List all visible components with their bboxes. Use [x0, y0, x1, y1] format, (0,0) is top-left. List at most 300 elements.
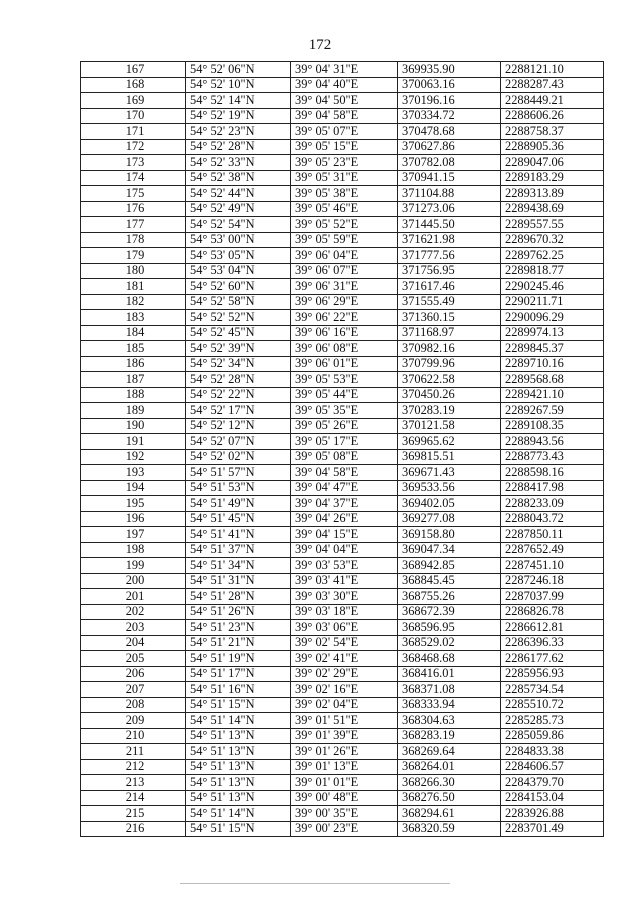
point-number-cell: 195 — [81, 496, 186, 512]
latitude-cell: 54° 51' 57"N — [186, 465, 291, 481]
y-coordinate-cell: 2288043.72 — [501, 511, 604, 527]
longitude-cell: 39° 01' 51"E — [291, 713, 398, 729]
point-number-cell: 190 — [81, 418, 186, 434]
y-coordinate-cell: 2288121.10 — [501, 62, 604, 78]
longitude-cell: 39° 04' 50"E — [291, 93, 398, 109]
point-number-cell: 183 — [81, 310, 186, 326]
table-row — [81, 635, 604, 651]
x-coordinate-cell: 368320.59 — [398, 821, 501, 837]
point-number-cell: 181 — [81, 279, 186, 295]
latitude-cell: 54° 52' 33"N — [186, 155, 291, 171]
x-coordinate-cell: 368276.50 — [398, 790, 501, 806]
x-coordinate-cell: 368596.95 — [398, 620, 501, 636]
table-row — [81, 620, 604, 636]
x-coordinate-cell: 370450.26 — [398, 387, 501, 403]
point-number-cell: 180 — [81, 263, 186, 279]
y-coordinate-cell: 2290096.29 — [501, 310, 604, 326]
longitude-cell: 39° 05' 53"E — [291, 372, 398, 388]
longitude-cell: 39° 01' 39"E — [291, 728, 398, 744]
longitude-cell: 39° 06' 01"E — [291, 356, 398, 372]
latitude-cell: 54° 51' 13"N — [186, 728, 291, 744]
longitude-cell: 39° 04' 40"E — [291, 77, 398, 93]
longitude-cell: 39° 06' 16"E — [291, 325, 398, 341]
table-row — [81, 449, 604, 465]
longitude-cell: 39° 04' 31"E — [291, 62, 398, 78]
point-number-cell: 172 — [81, 139, 186, 155]
table-row — [81, 341, 604, 357]
longitude-cell: 39° 03' 41"E — [291, 573, 398, 589]
latitude-cell: 54° 51' 31"N — [186, 573, 291, 589]
point-number-cell: 213 — [81, 775, 186, 791]
y-coordinate-cell: 2289183.29 — [501, 170, 604, 186]
table-row — [81, 573, 604, 589]
x-coordinate-cell: 368942.85 — [398, 558, 501, 574]
latitude-cell: 54° 51' 15"N — [186, 821, 291, 837]
x-coordinate-cell: 369965.62 — [398, 434, 501, 450]
longitude-cell: 39° 05' 26"E — [291, 418, 398, 434]
point-number-cell: 182 — [81, 294, 186, 310]
point-number-cell: 196 — [81, 511, 186, 527]
y-coordinate-cell: 2283926.88 — [501, 806, 604, 822]
table-row — [81, 387, 604, 403]
x-coordinate-cell: 369671.43 — [398, 465, 501, 481]
table-row — [81, 651, 604, 667]
y-coordinate-cell: 2286826.78 — [501, 604, 604, 620]
point-number-cell: 170 — [81, 108, 186, 124]
x-coordinate-cell: 371104.88 — [398, 186, 501, 202]
latitude-cell: 54° 51' 37"N — [186, 542, 291, 558]
point-number-cell: 203 — [81, 620, 186, 636]
y-coordinate-cell: 2288943.56 — [501, 434, 604, 450]
point-number-cell: 179 — [81, 248, 186, 264]
longitude-cell: 39° 02' 54"E — [291, 635, 398, 651]
longitude-cell: 39° 04' 58"E — [291, 465, 398, 481]
latitude-cell: 54° 51' 13"N — [186, 744, 291, 760]
y-coordinate-cell: 2287652.49 — [501, 542, 604, 558]
table-row — [81, 217, 604, 233]
table-row — [81, 589, 604, 605]
point-number-cell: 186 — [81, 356, 186, 372]
x-coordinate-cell: 368333.94 — [398, 697, 501, 713]
x-coordinate-cell: 371621.98 — [398, 232, 501, 248]
longitude-cell: 39° 04' 37"E — [291, 496, 398, 512]
table-row — [81, 713, 604, 729]
x-coordinate-cell: 370782.08 — [398, 155, 501, 171]
x-coordinate-cell: 368269.64 — [398, 744, 501, 760]
x-coordinate-cell: 368371.08 — [398, 682, 501, 698]
x-coordinate-cell: 370283.19 — [398, 403, 501, 419]
latitude-cell: 54° 52' 07"N — [186, 434, 291, 450]
point-number-cell: 174 — [81, 170, 186, 186]
point-number-cell: 201 — [81, 589, 186, 605]
longitude-cell: 39° 05' 17"E — [291, 434, 398, 450]
latitude-cell: 54° 53' 04"N — [186, 263, 291, 279]
longitude-cell: 39° 05' 31"E — [291, 170, 398, 186]
point-number-cell: 185 — [81, 341, 186, 357]
latitude-cell: 54° 52' 49"N — [186, 201, 291, 217]
latitude-cell: 54° 51' 41"N — [186, 527, 291, 543]
latitude-cell: 54° 51' 53"N — [186, 480, 291, 496]
longitude-cell: 39° 01' 26"E — [291, 744, 398, 760]
x-coordinate-cell: 371360.15 — [398, 310, 501, 326]
latitude-cell: 54° 52' 38"N — [186, 170, 291, 186]
point-number-cell: 168 — [81, 77, 186, 93]
latitude-cell: 54° 52' 19"N — [186, 108, 291, 124]
point-number-cell: 205 — [81, 651, 186, 667]
longitude-cell: 39° 03' 06"E — [291, 620, 398, 636]
latitude-cell: 54° 53' 00"N — [186, 232, 291, 248]
latitude-cell: 54° 52' 58"N — [186, 294, 291, 310]
y-coordinate-cell: 2287451.10 — [501, 558, 604, 574]
y-coordinate-cell: 2288287.43 — [501, 77, 604, 93]
x-coordinate-cell: 369533.56 — [398, 480, 501, 496]
x-coordinate-cell: 368468.68 — [398, 651, 501, 667]
table-row — [81, 418, 604, 434]
x-coordinate-cell: 368845.45 — [398, 573, 501, 589]
table-row — [81, 325, 604, 341]
longitude-cell: 39° 00' 48"E — [291, 790, 398, 806]
y-coordinate-cell: 2285956.93 — [501, 666, 604, 682]
latitude-cell: 54° 52' 44"N — [186, 186, 291, 202]
point-number-cell: 188 — [81, 387, 186, 403]
y-coordinate-cell: 2289762.25 — [501, 248, 604, 264]
longitude-cell: 39° 05' 46"E — [291, 201, 398, 217]
latitude-cell: 54° 52' 34"N — [186, 356, 291, 372]
table-row — [81, 201, 604, 217]
point-number-cell: 187 — [81, 372, 186, 388]
latitude-cell: 54° 52' 02"N — [186, 449, 291, 465]
table-row — [81, 790, 604, 806]
table-row — [81, 124, 604, 140]
y-coordinate-cell: 2286612.81 — [501, 620, 604, 636]
longitude-cell: 39° 05' 38"E — [291, 186, 398, 202]
latitude-cell: 54° 52' 17"N — [186, 403, 291, 419]
point-number-cell: 211 — [81, 744, 186, 760]
x-coordinate-cell: 371445.50 — [398, 217, 501, 233]
table-row — [81, 759, 604, 775]
latitude-cell: 54° 52' 60"N — [186, 279, 291, 295]
y-coordinate-cell: 2289421.10 — [501, 387, 604, 403]
y-coordinate-cell: 2284153.04 — [501, 790, 604, 806]
longitude-cell: 39° 00' 35"E — [291, 806, 398, 822]
point-number-cell: 199 — [81, 558, 186, 574]
longitude-cell: 39° 05' 35"E — [291, 403, 398, 419]
longitude-cell: 39° 02' 04"E — [291, 697, 398, 713]
x-coordinate-cell: 371168.97 — [398, 325, 501, 341]
x-coordinate-cell: 370196.16 — [398, 93, 501, 109]
x-coordinate-cell: 370478.68 — [398, 124, 501, 140]
y-coordinate-cell: 2285510.72 — [501, 697, 604, 713]
y-coordinate-cell: 2287850.11 — [501, 527, 604, 543]
table-row — [81, 775, 604, 791]
y-coordinate-cell: 2289710.16 — [501, 356, 604, 372]
table-row — [81, 682, 604, 698]
x-coordinate-cell: 369047.34 — [398, 542, 501, 558]
latitude-cell: 54° 51' 14"N — [186, 713, 291, 729]
point-number-cell: 177 — [81, 217, 186, 233]
longitude-cell: 39° 06' 07"E — [291, 263, 398, 279]
point-number-cell: 208 — [81, 697, 186, 713]
x-coordinate-cell: 370627.86 — [398, 139, 501, 155]
x-coordinate-cell: 371617.46 — [398, 279, 501, 295]
y-coordinate-cell: 2286396.33 — [501, 635, 604, 651]
point-number-cell: 167 — [81, 62, 186, 78]
y-coordinate-cell: 2288233.09 — [501, 496, 604, 512]
x-coordinate-cell: 369402.05 — [398, 496, 501, 512]
latitude-cell: 54° 52' 23"N — [186, 124, 291, 140]
point-number-cell: 194 — [81, 480, 186, 496]
point-number-cell: 192 — [81, 449, 186, 465]
bottom-divider — [180, 883, 450, 884]
y-coordinate-cell: 2289670.32 — [501, 232, 604, 248]
point-number-cell: 193 — [81, 465, 186, 481]
x-coordinate-cell: 371756.95 — [398, 263, 501, 279]
coordinates-table — [80, 61, 604, 837]
longitude-cell: 39° 04' 15"E — [291, 527, 398, 543]
point-number-cell: 169 — [81, 93, 186, 109]
y-coordinate-cell: 2289974.13 — [501, 325, 604, 341]
point-number-cell: 184 — [81, 325, 186, 341]
y-coordinate-cell: 2285059.86 — [501, 728, 604, 744]
latitude-cell: 54° 52' 28"N — [186, 372, 291, 388]
latitude-cell: 54° 52' 12"N — [186, 418, 291, 434]
latitude-cell: 54° 51' 23"N — [186, 620, 291, 636]
table-row — [81, 186, 604, 202]
point-number-cell: 178 — [81, 232, 186, 248]
latitude-cell: 54° 53' 05"N — [186, 248, 291, 264]
coordinates-table-body — [81, 62, 604, 837]
longitude-cell: 39° 03' 30"E — [291, 589, 398, 605]
y-coordinate-cell: 2288606.26 — [501, 108, 604, 124]
table-row — [81, 170, 604, 186]
y-coordinate-cell: 2289845.37 — [501, 341, 604, 357]
x-coordinate-cell: 369935.90 — [398, 62, 501, 78]
longitude-cell: 39° 05' 59"E — [291, 232, 398, 248]
table-row — [81, 248, 604, 264]
latitude-cell: 54° 51' 49"N — [186, 496, 291, 512]
table-row — [81, 666, 604, 682]
latitude-cell: 54° 52' 10"N — [186, 77, 291, 93]
latitude-cell: 54° 52' 22"N — [186, 387, 291, 403]
latitude-cell: 54° 51' 14"N — [186, 806, 291, 822]
y-coordinate-cell: 2289108.35 — [501, 418, 604, 434]
longitude-cell: 39° 00' 23"E — [291, 821, 398, 837]
point-number-cell: 209 — [81, 713, 186, 729]
latitude-cell: 54° 51' 13"N — [186, 759, 291, 775]
y-coordinate-cell: 2289557.55 — [501, 217, 604, 233]
x-coordinate-cell: 370799.96 — [398, 356, 501, 372]
longitude-cell: 39° 06' 04"E — [291, 248, 398, 264]
table-row — [81, 62, 604, 78]
point-number-cell: 202 — [81, 604, 186, 620]
point-number-cell: 191 — [81, 434, 186, 450]
x-coordinate-cell: 368672.39 — [398, 604, 501, 620]
latitude-cell: 54° 52' 52"N — [186, 310, 291, 326]
y-coordinate-cell: 2288449.21 — [501, 93, 604, 109]
point-number-cell: 175 — [81, 186, 186, 202]
longitude-cell: 39° 02' 16"E — [291, 682, 398, 698]
y-coordinate-cell: 2288598.16 — [501, 465, 604, 481]
y-coordinate-cell: 2286177.62 — [501, 651, 604, 667]
point-number-cell: 200 — [81, 573, 186, 589]
y-coordinate-cell: 2284833.38 — [501, 744, 604, 760]
table-row — [81, 310, 604, 326]
longitude-cell: 39° 05' 52"E — [291, 217, 398, 233]
y-coordinate-cell: 2289568.68 — [501, 372, 604, 388]
table-row — [81, 108, 604, 124]
latitude-cell: 54° 52' 28"N — [186, 139, 291, 155]
longitude-cell: 39° 01' 01"E — [291, 775, 398, 791]
table-row — [81, 93, 604, 109]
latitude-cell: 54° 52' 45"N — [186, 325, 291, 341]
longitude-cell: 39° 06' 22"E — [291, 310, 398, 326]
y-coordinate-cell: 2285285.73 — [501, 713, 604, 729]
table-row — [81, 697, 604, 713]
x-coordinate-cell: 370334.72 — [398, 108, 501, 124]
table-row — [81, 403, 604, 419]
latitude-cell: 54° 51' 13"N — [186, 775, 291, 791]
table-row — [81, 372, 604, 388]
latitude-cell: 54° 51' 16"N — [186, 682, 291, 698]
point-number-cell: 197 — [81, 527, 186, 543]
point-number-cell: 198 — [81, 542, 186, 558]
longitude-cell: 39° 06' 31"E — [291, 279, 398, 295]
longitude-cell: 39° 01' 13"E — [291, 759, 398, 775]
longitude-cell: 39° 04' 26"E — [291, 511, 398, 527]
longitude-cell: 39° 05' 08"E — [291, 449, 398, 465]
x-coordinate-cell: 368283.19 — [398, 728, 501, 744]
point-number-cell: 204 — [81, 635, 186, 651]
latitude-cell: 54° 51' 13"N — [186, 790, 291, 806]
table-row — [81, 77, 604, 93]
table-row — [81, 728, 604, 744]
point-number-cell: 189 — [81, 403, 186, 419]
point-number-cell: 206 — [81, 666, 186, 682]
y-coordinate-cell: 2289438.69 — [501, 201, 604, 217]
longitude-cell: 39° 03' 18"E — [291, 604, 398, 620]
x-coordinate-cell: 368294.61 — [398, 806, 501, 822]
y-coordinate-cell: 2284606.57 — [501, 759, 604, 775]
table-row — [81, 604, 604, 620]
point-number-cell: 215 — [81, 806, 186, 822]
table-row — [81, 294, 604, 310]
point-number-cell: 212 — [81, 759, 186, 775]
x-coordinate-cell: 369158.80 — [398, 527, 501, 543]
longitude-cell: 39° 03' 53"E — [291, 558, 398, 574]
latitude-cell: 54° 52' 54"N — [186, 217, 291, 233]
table-row — [81, 744, 604, 760]
longitude-cell: 39° 02' 41"E — [291, 651, 398, 667]
latitude-cell: 54° 51' 21"N — [186, 635, 291, 651]
y-coordinate-cell: 2289818.77 — [501, 263, 604, 279]
x-coordinate-cell: 370063.16 — [398, 77, 501, 93]
x-coordinate-cell: 368304.63 — [398, 713, 501, 729]
table-row — [81, 279, 604, 295]
table-row — [81, 155, 604, 171]
x-coordinate-cell: 368755.26 — [398, 589, 501, 605]
table-row — [81, 480, 604, 496]
table-row — [81, 263, 604, 279]
table-row — [81, 806, 604, 822]
x-coordinate-cell: 370121.58 — [398, 418, 501, 434]
point-number-cell: 176 — [81, 201, 186, 217]
longitude-cell: 39° 04' 04"E — [291, 542, 398, 558]
table-row — [81, 542, 604, 558]
table-row — [81, 821, 604, 837]
latitude-cell: 54° 51' 26"N — [186, 604, 291, 620]
point-number-cell: 207 — [81, 682, 186, 698]
x-coordinate-cell: 369815.51 — [398, 449, 501, 465]
table-row — [81, 356, 604, 372]
latitude-cell: 54° 52' 06"N — [186, 62, 291, 78]
longitude-cell: 39° 04' 47"E — [291, 480, 398, 496]
longitude-cell: 39° 05' 23"E — [291, 155, 398, 171]
y-coordinate-cell: 2287037.99 — [501, 589, 604, 605]
y-coordinate-cell: 2288417.98 — [501, 480, 604, 496]
longitude-cell: 39° 04' 58"E — [291, 108, 398, 124]
longitude-cell: 39° 05' 44"E — [291, 387, 398, 403]
latitude-cell: 54° 51' 45"N — [186, 511, 291, 527]
latitude-cell: 54° 51' 19"N — [186, 651, 291, 667]
point-number-cell: 171 — [81, 124, 186, 140]
x-coordinate-cell: 371555.49 — [398, 294, 501, 310]
longitude-cell: 39° 06' 08"E — [291, 341, 398, 357]
point-number-cell: 210 — [81, 728, 186, 744]
longitude-cell: 39° 05' 07"E — [291, 124, 398, 140]
latitude-cell: 54° 51' 34"N — [186, 558, 291, 574]
longitude-cell: 39° 02' 29"E — [291, 666, 398, 682]
latitude-cell: 54° 52' 39"N — [186, 341, 291, 357]
x-coordinate-cell: 370941.15 — [398, 170, 501, 186]
x-coordinate-cell: 368529.02 — [398, 635, 501, 651]
table-row — [81, 496, 604, 512]
x-coordinate-cell: 371273.06 — [398, 201, 501, 217]
latitude-cell: 54° 51' 17"N — [186, 666, 291, 682]
y-coordinate-cell: 2283701.49 — [501, 821, 604, 837]
x-coordinate-cell: 370982.16 — [398, 341, 501, 357]
x-coordinate-cell: 368416.01 — [398, 666, 501, 682]
table-row — [81, 434, 604, 450]
table-row — [81, 232, 604, 248]
x-coordinate-cell: 371777.56 — [398, 248, 501, 264]
latitude-cell: 54° 51' 28"N — [186, 589, 291, 605]
y-coordinate-cell: 2290211.71 — [501, 294, 604, 310]
latitude-cell: 54° 52' 14"N — [186, 93, 291, 109]
table-row — [81, 139, 604, 155]
y-coordinate-cell: 2284379.70 — [501, 775, 604, 791]
y-coordinate-cell: 2288905.36 — [501, 139, 604, 155]
table-row — [81, 465, 604, 481]
y-coordinate-cell: 2287246.18 — [501, 573, 604, 589]
y-coordinate-cell: 2289047.06 — [501, 155, 604, 171]
table-row — [81, 527, 604, 543]
table-row — [81, 511, 604, 527]
x-coordinate-cell: 368264.01 — [398, 759, 501, 775]
x-coordinate-cell: 369277.08 — [398, 511, 501, 527]
latitude-cell: 54° 51' 15"N — [186, 697, 291, 713]
longitude-cell: 39° 05' 15"E — [291, 139, 398, 155]
y-coordinate-cell: 2289313.89 — [501, 186, 604, 202]
y-coordinate-cell: 2290245.46 — [501, 279, 604, 295]
y-coordinate-cell: 2288758.37 — [501, 124, 604, 140]
point-number-cell: 216 — [81, 821, 186, 837]
x-coordinate-cell: 368266.30 — [398, 775, 501, 791]
point-number-cell: 214 — [81, 790, 186, 806]
y-coordinate-cell: 2285734.54 — [501, 682, 604, 698]
table-row — [81, 558, 604, 574]
page-number: 172 — [308, 37, 332, 53]
point-number-cell: 173 — [81, 155, 186, 171]
